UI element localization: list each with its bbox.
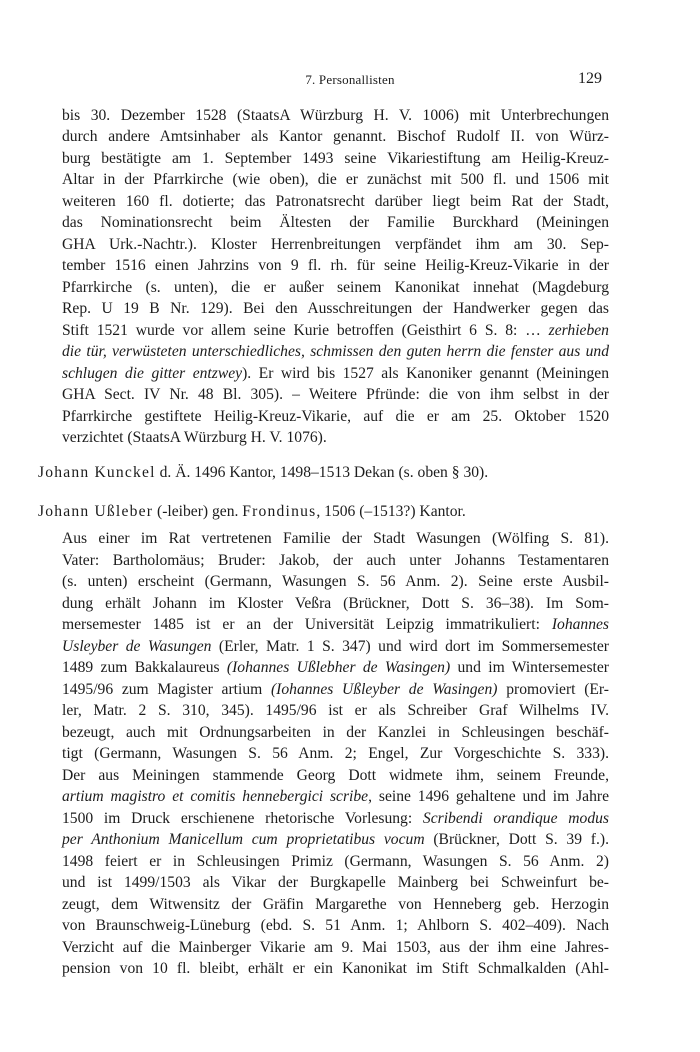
text-line: tigt (Germann, Wasungen S. 56 Anm. 2; Engel, Zur Vorgeschichte S. 333).	[62, 745, 609, 762]
text-line: Pfarrkirche gestiftete Heilig-Kreuz-Vikarie, auf die er am 25. Oktober 1520	[62, 408, 609, 425]
text-line: dung erhält Johann im Kloster Veßra (Brückner, Dott S. 36–38). Im Som-	[62, 595, 609, 612]
text-line: und ist 1499/1503 als Vikar der Burgkapelle Mainberg bei Schweinfurt be-	[62, 874, 609, 891]
running-head	[0, 72, 700, 92]
text-span: 1489 zum Bakkalaureus	[62, 659, 227, 676]
text-line	[62, 637, 609, 657]
quote-italic: Iohannes	[551, 616, 609, 633]
text-line: bis 30. Dezember 1528 (StaatsA Würzburg H. V. 1006) mit Unterbrechungen	[62, 107, 609, 124]
running-head-title: 7. Personallisten	[305, 72, 395, 87]
text-span: , seine 1496 gehaltene und im Jahre	[368, 788, 610, 805]
text-line: Altar in der Pfarrkirche (wie oben), die er zunächst mit 500 fl. und 1506 mit	[62, 171, 609, 188]
text-span: (Erler, Matr. 1 S. 347) und wird dort im Sommersemester	[211, 638, 609, 655]
text-line: weiteren 160 fl. dotierte; das Patronatsrecht darüber liegt beim Rat der Stadt,	[62, 193, 609, 210]
quote-italic: artium magistro et comitis hennebergici scribe	[62, 788, 369, 805]
text-line: GHA Urk.-Nachtr.). Kloster Herrenbreitungen verpfändet ihm am 30. Sep-	[62, 236, 609, 253]
text-span: ). Er wird bis 1527 als Kanoniker genannt (Meiningen	[242, 365, 609, 382]
text-line: 1498 feiert er in Schleusingen Primiz (Germann, Wasungen S. 56 Anm. 2)	[62, 853, 609, 870]
text-line: tember 1516 einen Jahrzins von 9 fl. rh. für seine Heilig-Kreuz-Vikarie in der	[62, 257, 609, 274]
text-span: 1500 im Druck erschienene rhetorische Vorlesung:	[62, 810, 423, 827]
text-line	[62, 615, 609, 635]
text-span: (Brückner, Dott S. 39 f.).	[424, 831, 609, 848]
quote-italic: Usleyber de Wasungen	[62, 638, 212, 655]
quote-italic: die tür, verwüsteten unterschiedliches, schmissen den guten herrn die fenster aus und	[62, 343, 609, 360]
quote-italic: per Anthonium Manicellum cum proprietatibus vocum	[62, 831, 425, 848]
text-line: pension von 10 fl. bleibt, erhält er ein Kanonikat im Stift Schmalkalden (Ahl-	[62, 960, 609, 977]
text-line: Vater: Bartholomäus; Bruder: Jakob, der auch unter Johanns Testamentaren	[62, 552, 609, 569]
text-line: Der aus Meiningen stammende Georg Dott widmete ihm, seinem Freunde,	[62, 767, 609, 784]
text-line: Rep. U 19 B Nr. 129). Bei den Ausschreitungen der Handwerker gegen das	[62, 300, 609, 317]
quote-italic: (Iohannes Ußlebher de Wasingen)	[226, 659, 451, 676]
quote-italic: Scribendi orandique modus	[422, 810, 609, 827]
quote-italic: schlugen die gitter entzwey	[62, 365, 243, 382]
text-line: ler, Matr. 2 S. 310, 345). 1495/96 ist er als Schreiber Graf Wilhelms IV.	[62, 702, 609, 719]
text-line	[62, 658, 609, 678]
entry-text: d. Ä. 1496 Kantor, 1498–1513 Dekan (s. oben § 30).	[155, 464, 489, 481]
text-span: Stift 1521 wurde vor allem seine Kurie betroffen (Geisthirt 6 S. 8: …	[62, 322, 541, 339]
text-line: GHA Sect. IV Nr. 48 Bl. 305). – Weitere Pfründe: die von ihm selbst in der	[62, 386, 609, 403]
text-line	[62, 809, 609, 829]
text-line: Verzicht auf die Mainberger Vikarie am 9. Mai 1503, aus der ihm eine Jahres-	[62, 939, 609, 956]
entry-heading-kunckel	[38, 463, 609, 483]
person-alias: Frondinus	[242, 503, 317, 520]
text-line: durch andere Amtsinhaber als Kantor genannt. Bischof Rudolf II. von Würz-	[62, 128, 609, 145]
text-line: bezeugt, auch mit Ordnungsarbeiten in der Kanzlei in Schleusingen beschäf-	[62, 724, 609, 741]
page-number: 129	[578, 70, 602, 87]
text-line: Aus einer im Rat vertretenen Familie der Stadt Wasungen (Wölfing S. 81).	[62, 530, 609, 547]
text-line	[62, 787, 609, 807]
text-line: von Braunschweig-Lüneburg (ebd. S. 51 Anm. 1; Ahlborn S. 402–409). Nach	[62, 917, 609, 934]
text-span: mersemester 1485 ist er an der Universität Leipzig immatrikuliert:	[62, 616, 540, 633]
text-line	[62, 830, 609, 850]
entry-text: (-leiber) gen.	[153, 503, 243, 520]
quote-italic: (Iohannes Ußleyber de Wasingen)	[270, 681, 498, 698]
text-span: promoviert (Er-	[497, 681, 609, 698]
text-line	[62, 680, 609, 700]
text-line	[62, 321, 609, 341]
text-line	[62, 364, 609, 384]
entry-heading-ussleber	[38, 502, 609, 522]
person-name: Johann Kunckel	[38, 464, 156, 481]
text-line: (s. unten) erscheint (Germann, Wasungen S. 56 Anm. 2). Seine erste Ausbil-	[62, 573, 609, 590]
text-line: das Nominationsrecht beim Ältesten der Familie Burckhard (Meiningen	[62, 214, 609, 231]
text-line: zeugt, dem Witwensitz der Gräfin Margarethe von Henneberg geb. Herzogin	[62, 896, 609, 913]
text-line: burg bestätigte am 1. September 1493 seine Vikariestiftung am Heilig-Kreuz-	[62, 150, 609, 167]
text-span: und im Wintersemester	[450, 659, 609, 676]
text-line	[62, 342, 609, 362]
text-line: verzichtet (StaatsA Würzburg H. V. 1076).	[62, 429, 327, 446]
person-name: Johann Ußleber	[38, 503, 154, 520]
quote-italic: zerhieben	[548, 322, 609, 339]
entry-text: , 1506 (–1513?) Kantor.	[316, 503, 466, 520]
text-span: 1495/96 zum Magister artium	[62, 681, 271, 698]
text-line: Pfarrkirche (s. unten), die er außer seinem Kanonikat innehat (Magdeburg	[62, 279, 609, 296]
